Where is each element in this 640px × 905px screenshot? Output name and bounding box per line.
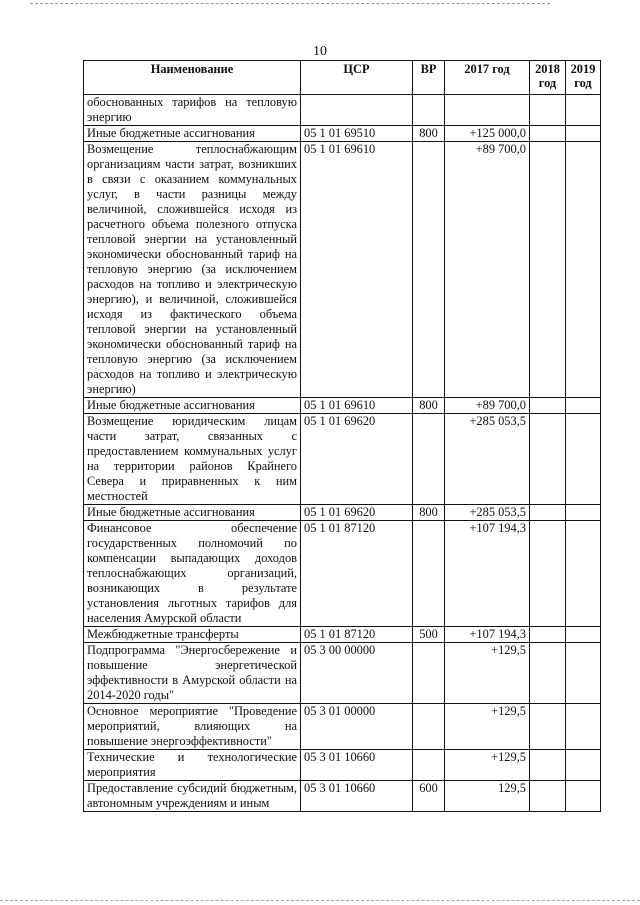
row-name: Финансовое обеспечение государственных полномочий по компенсации выпадающих доходов теплоснабжающих организаций, возникающих в результате установления льготных тарифов для населения Амурской области	[84, 521, 301, 627]
row-2019	[566, 126, 601, 142]
row-2019	[566, 398, 601, 414]
header-2019: 2019 год	[566, 61, 601, 95]
row-vr	[413, 142, 445, 398]
row-2017: +129,5	[445, 643, 530, 704]
row-2017: +89 700,0	[445, 142, 530, 398]
table-row	[84, 505, 601, 521]
table-header-row	[84, 61, 601, 95]
row-name: Иные бюджетные ассигнования	[84, 126, 301, 142]
budget-table	[83, 60, 601, 812]
table-row	[84, 704, 601, 750]
row-2019	[566, 95, 601, 126]
table-row	[84, 521, 601, 627]
row-csr: 05 3 01 10660	[301, 781, 413, 812]
row-2019	[566, 414, 601, 505]
row-name: Межбюджетные трансферты	[84, 627, 301, 643]
row-2018	[530, 142, 566, 398]
row-vr	[413, 414, 445, 505]
table-row	[84, 414, 601, 505]
page-number: 10	[313, 44, 327, 59]
row-vr: 800	[413, 126, 445, 142]
row-csr: 05 1 01 87120	[301, 627, 413, 643]
row-vr	[413, 750, 445, 781]
row-2019	[566, 505, 601, 521]
row-2019	[566, 704, 601, 750]
header-csr: ЦСР	[301, 61, 413, 95]
row-2019	[566, 521, 601, 627]
row-vr	[413, 521, 445, 627]
row-2019	[566, 781, 601, 812]
row-2018	[530, 95, 566, 126]
row-2018	[530, 398, 566, 414]
row-2019	[566, 750, 601, 781]
row-csr: 05 3 00 00000	[301, 643, 413, 704]
row-csr: 05 1 01 69610	[301, 398, 413, 414]
header-vr: ВР	[413, 61, 445, 95]
row-2017	[445, 95, 530, 126]
row-name: обоснованных тарифов на тепловую энергию	[84, 95, 301, 126]
row-vr: 600	[413, 781, 445, 812]
table-row	[84, 781, 601, 812]
row-vr	[413, 95, 445, 126]
header-name: Наименование	[84, 61, 301, 95]
table-row	[84, 142, 601, 398]
row-2018	[530, 505, 566, 521]
scan-edge-bottom	[0, 900, 640, 901]
row-vr	[413, 704, 445, 750]
row-2018	[530, 627, 566, 643]
row-2018	[530, 750, 566, 781]
table-row	[84, 95, 601, 126]
row-name: Возмещение юридическим лицам части затрат, связанных с предоставлением коммунальных услуг на территории районов Крайнего Севера и приравненных к ним местностей	[84, 414, 301, 505]
row-2017: +89 700,0	[445, 398, 530, 414]
row-name: Иные бюджетные ассигнования	[84, 398, 301, 414]
row-2017: +107 194,3	[445, 627, 530, 643]
row-2019	[566, 627, 601, 643]
row-2017: 129,5	[445, 781, 530, 812]
header-2017: 2017 год	[445, 61, 530, 95]
table-row	[84, 398, 601, 414]
scan-edge-top	[30, 3, 550, 4]
row-csr: 05 1 01 69610	[301, 142, 413, 398]
row-vr: 500	[413, 627, 445, 643]
row-csr: 05 3 01 10660	[301, 750, 413, 781]
row-csr: 05 1 01 69620	[301, 414, 413, 505]
row-name: Возмещение теплоснабжающим организациям части затрат, возникших в связи с оказанием коммунальных услуг, в части разницы между величиной, сложившейся исходя из расчетного объема полезного отпуска тепловой энергии на установленный экономически обоснованный тариф на тепловую энергию (за исключением расходов на топливо и электрическую энергию), и величиной, сложившейся исходя из фактического объема тепловой энергии на установленный экономически обоснованный тариф на тепловую энергию (за исключением расходов на топливо и электрическую энергию)	[84, 142, 301, 398]
row-csr: 05 3 01 00000	[301, 704, 413, 750]
row-2018	[530, 521, 566, 627]
row-2018	[530, 643, 566, 704]
row-vr: 800	[413, 505, 445, 521]
row-name: Предоставление субсидий бюджетным, автономным учреждениям и иным	[84, 781, 301, 812]
row-csr: 05 1 01 69510	[301, 126, 413, 142]
row-2017: +125 000,0	[445, 126, 530, 142]
row-2017: +285 053,5	[445, 505, 530, 521]
row-csr: 05 1 01 87120	[301, 521, 413, 627]
row-csr	[301, 95, 413, 126]
table-row	[84, 750, 601, 781]
row-vr: 800	[413, 398, 445, 414]
table-row	[84, 643, 601, 704]
row-name: Подпрограмма "Энергосбережение и повышение энергетической эффективности в Амурской области на 2014-2020 годы"	[84, 643, 301, 704]
row-2017: +285 053,5	[445, 414, 530, 505]
header-2018: 2018 год	[530, 61, 566, 95]
row-vr	[413, 643, 445, 704]
row-name: Технические и технологические мероприятия	[84, 750, 301, 781]
table-row	[84, 126, 601, 142]
row-2017: +129,5	[445, 750, 530, 781]
row-2019	[566, 643, 601, 704]
row-2018	[530, 414, 566, 505]
row-name: Иные бюджетные ассигнования	[84, 505, 301, 521]
row-name: Основное мероприятие "Проведение мероприятий, влияющих на повышение энергоэффективности"	[84, 704, 301, 750]
table-row	[84, 627, 601, 643]
row-2018	[530, 781, 566, 812]
row-2017: +107 194,3	[445, 521, 530, 627]
row-2019	[566, 142, 601, 398]
row-2018	[530, 704, 566, 750]
row-2018	[530, 126, 566, 142]
row-2017: +129,5	[445, 704, 530, 750]
row-csr: 05 1 01 69620	[301, 505, 413, 521]
